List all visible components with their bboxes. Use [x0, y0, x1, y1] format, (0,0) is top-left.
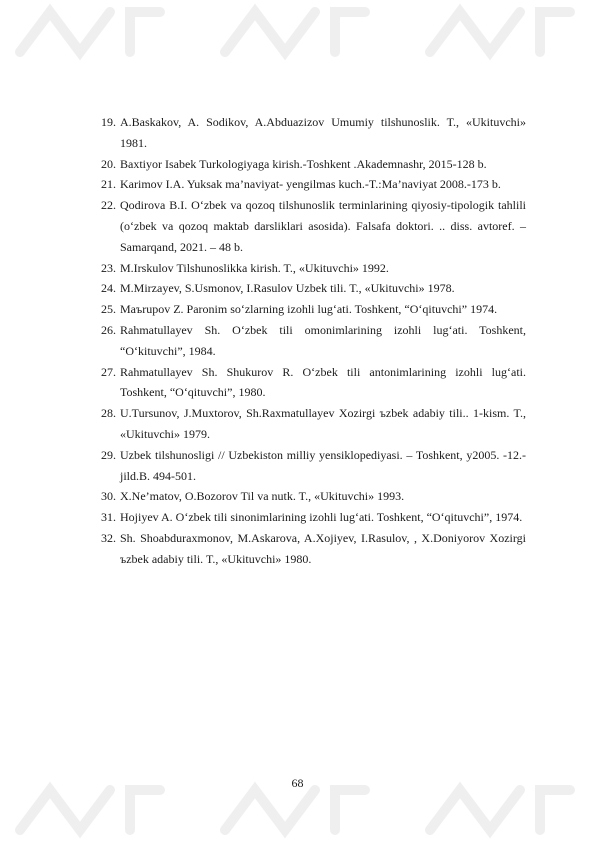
watermark-mark	[430, 12, 570, 52]
watermark-mark	[20, 790, 160, 830]
reference-text: A.Baskakov, A. Sodikov, A.Abduazizov Umumiy tilshunoslik. T., «Ukituvchi» 1981.	[120, 115, 526, 150]
reference-number: 24.	[101, 281, 116, 296]
reference-text: Uzbek tilshunosligi // Uzbekiston milliy yensiklopediyasi. – Toshkent, y2005. -12.-jild.B. 494-501.	[120, 447, 526, 483]
reference-item	[101, 154, 526, 175]
reference-number: 29.	[101, 447, 116, 462]
reference-item	[101, 362, 526, 404]
reference-item	[101, 445, 526, 487]
reference-text: Sh. Shoabduraxmonov, M.Askarova, A.Xojiyev, I.Rasulov, , X.Doniyorov Xozirgi ъzbek adabiy tili. T., «Ukituvchi» 1980.	[120, 530, 526, 566]
reference-list	[101, 112, 526, 570]
reference-text: M.Mirzayev, S.Usmonov, I.Rasulov Uzbek tili. T., «Ukituvchi» 1978.	[120, 281, 455, 296]
reference-text: X.Ne’matov, O.Bozorov Til va nutk. T., «Ukituvchi» 1993.	[120, 489, 405, 504]
reference-item	[101, 486, 526, 507]
reference-item	[101, 278, 526, 299]
reference-number: 26.	[101, 322, 116, 337]
reference-item	[101, 195, 526, 257]
reference-number: 28.	[101, 406, 116, 421]
reference-item	[101, 112, 526, 154]
watermark-mark	[430, 790, 570, 830]
page-number: 68	[291, 776, 304, 790]
watermark-mark	[225, 790, 365, 830]
reference-text: Rahmatullayev Sh. O‘zbek tili omonimlarining izohli lug‘ati. Toshkent, “O‘kituvchi”, 1984.	[120, 322, 526, 358]
reference-text: M.Irskulov Tilshunoslikka kirish. T., «Ukituvchi» 1992.	[120, 260, 389, 275]
reference-item	[101, 403, 526, 445]
reference-number: 30.	[101, 489, 116, 504]
reference-number: 25.	[101, 302, 116, 317]
reference-text: Hojiyev A. O‘zbek tili sinonimlarining izohli lug‘ati. Toshkent, “O‘qituvchi”, 1974.	[120, 510, 523, 525]
reference-number: 32.	[101, 530, 116, 545]
reference-number: 31.	[101, 510, 116, 525]
reference-text: Qodirova B.I. O‘zbek va qozoq tilshunoslik terminlarining qiyosiy-tipologik tahlili (o‘zbek va qozoq maktab darsliklari asosida). Falsafa doktori. .. diss. avtoref. – Samarqand, 2021. – 48 b.	[120, 198, 526, 254]
reference-item	[101, 507, 526, 528]
reference-item	[101, 528, 526, 570]
reference-text: U.Tursunov, J.Muxtorov, Sh.Raxmatullayev Xozirgi ъzbek adabiy tili.. 1-kism. T., «Ukituvchi» 1979.	[120, 406, 526, 441]
reference-number: 22.	[101, 198, 116, 213]
reference-text: Rahmatullayev Sh. Shukurov R. O‘zbek tili antonimlarining izohli lug‘ati. Toshkent, “O‘qituvchi”, 1980.	[120, 364, 526, 400]
reference-text: Maъrupov Z. Paronim so‘zlarning izohli lug‘ati. Toshkent, “O‘qituvchi” 1974.	[120, 302, 498, 317]
reference-item	[101, 320, 526, 362]
watermark-mark	[225, 12, 365, 52]
watermark-mark	[20, 12, 160, 52]
reference-item	[101, 258, 526, 279]
reference-number: 21.	[101, 177, 116, 192]
reference-number: 23.	[101, 260, 116, 275]
reference-item	[101, 174, 526, 195]
reference-text: Karimov I.A. Yuksak ma’naviyat- yengilmas kuch.-T.:Ma’naviyat 2008.-173 b.	[120, 177, 501, 192]
reference-text: Baxtiyor Isabek Turkologiyaga kirish.-Toshkent .Akademnashr, 2015-128 b.	[120, 156, 487, 171]
reference-number: 19.	[101, 115, 116, 129]
reference-number: 20.	[101, 156, 116, 171]
reference-number: 27.	[101, 364, 116, 379]
reference-item	[101, 299, 526, 320]
